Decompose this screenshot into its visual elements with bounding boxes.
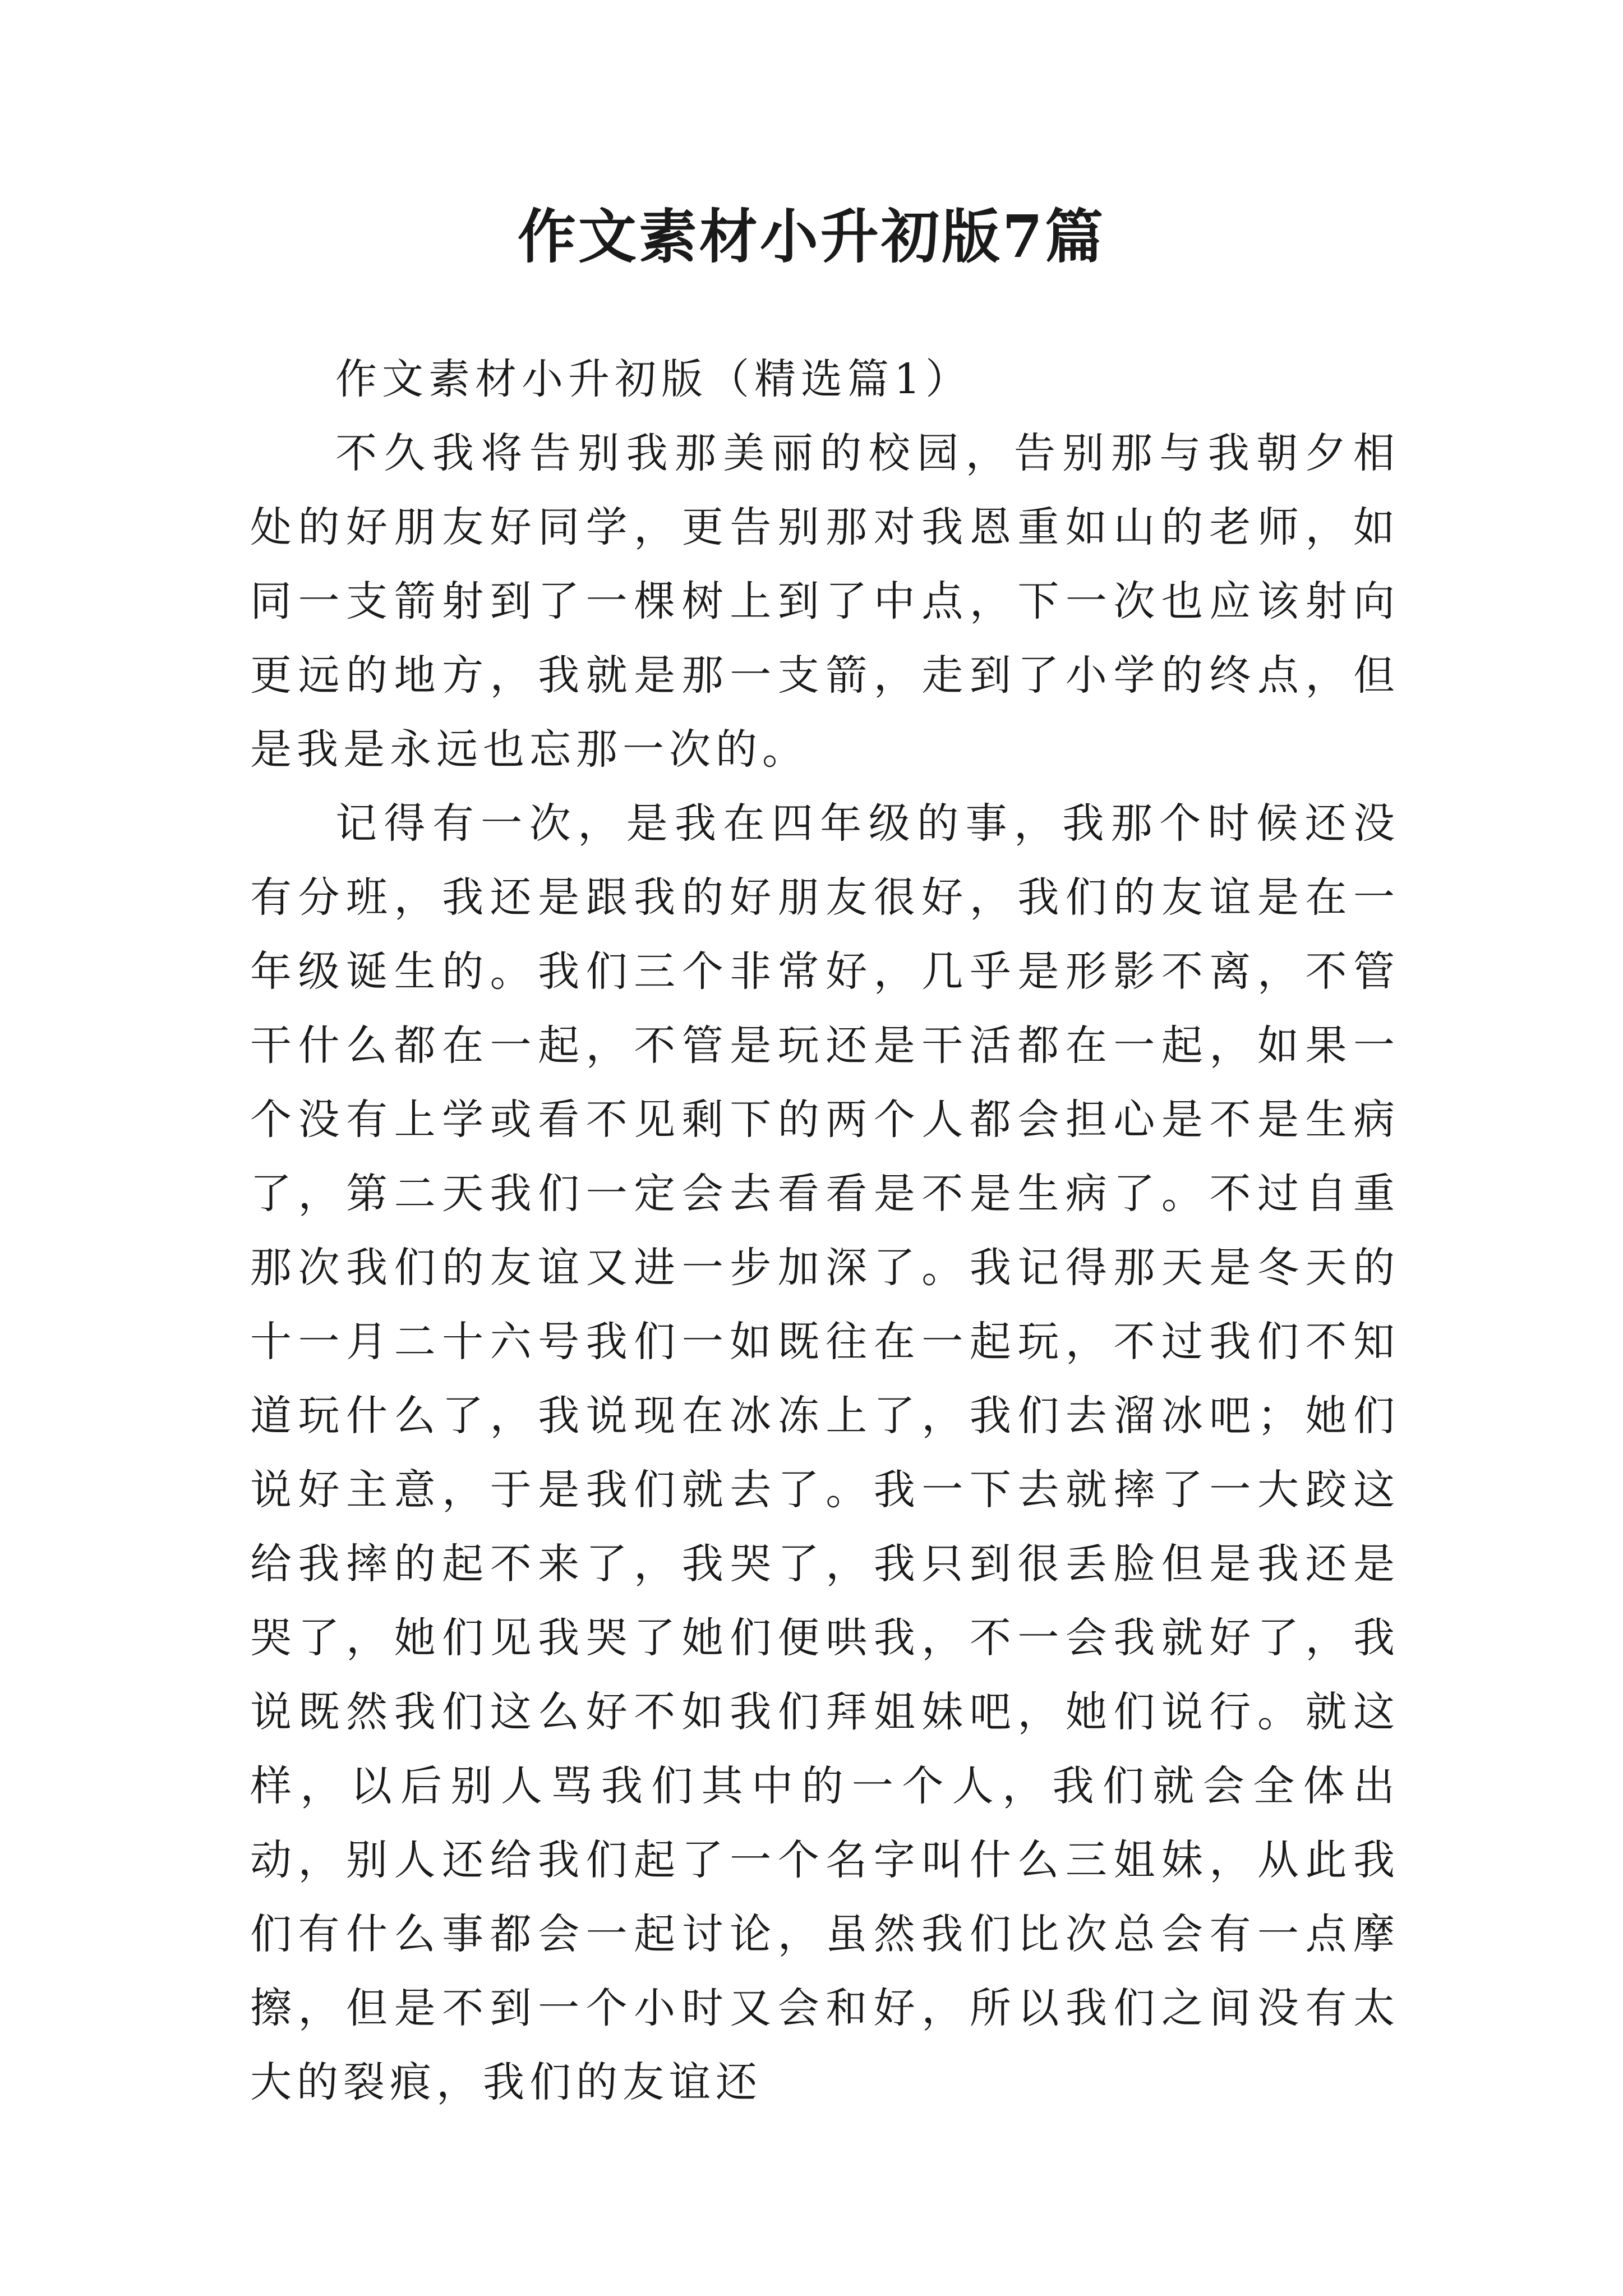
paragraph: 记得有一次，是我在四年级的事，我那个时候还没有分班，我还是跟我的好朋友很好，我们的友谊是在一年级诞生的。我们三个非常好，几乎是形影不离，不管干什么都在一起，不管是玩还是干活都在一起，如果一个没有上学或看不见剩下的两个人都会担心是不是生病了，第二天我们一定会去看看是不是生病了。不过自重那次我们的友谊又进一步加深了。我记得那天是冬天的十一月二十六号我们一如既往在一起玩，不过我们不知道玩什么了，我说现在冰冻上了，我们去溜冰吧；她们说好主意，于是我们就去了。我一下去就摔了一大跤这给我摔的起不来了，我哭了，我只到很丢脸但是我还是哭了，她们见我哭了她们便哄我，不一会我就好了，我说既然我们这么好不如我们拜姐妹吧，她们说行。就这样，以后别人骂我们其中的一个人，我们就会全体出动，别人还给我们起了一个名字叫什么三姐妹，从此我们有什么事都会一起讨论，虽然我们比次总会有一点摩擦，但是不到一个小时又会和好，所以我们之间没有太大的裂痕，我们的友谊还 bbox=[250, 799, 1400, 2106]
section-heading: 作文素材小升初版（精选篇1） bbox=[335, 355, 972, 403]
document-title: 作文素材小升初版7篇 bbox=[517, 202, 1106, 271]
document-body bbox=[250, 342, 1400, 2119]
paragraph: 不久我将告别我那美丽的校园，告别那与我朝夕相处的好朋友好同学，更告别那对我恩重如山的老师，如同一支箭射到了一棵树上到了中点，下一次也应该射向更远的地方，我就是那一支箭，走到了小学的终点，但是我是永远也忘那一次的。 bbox=[250, 429, 1400, 774]
